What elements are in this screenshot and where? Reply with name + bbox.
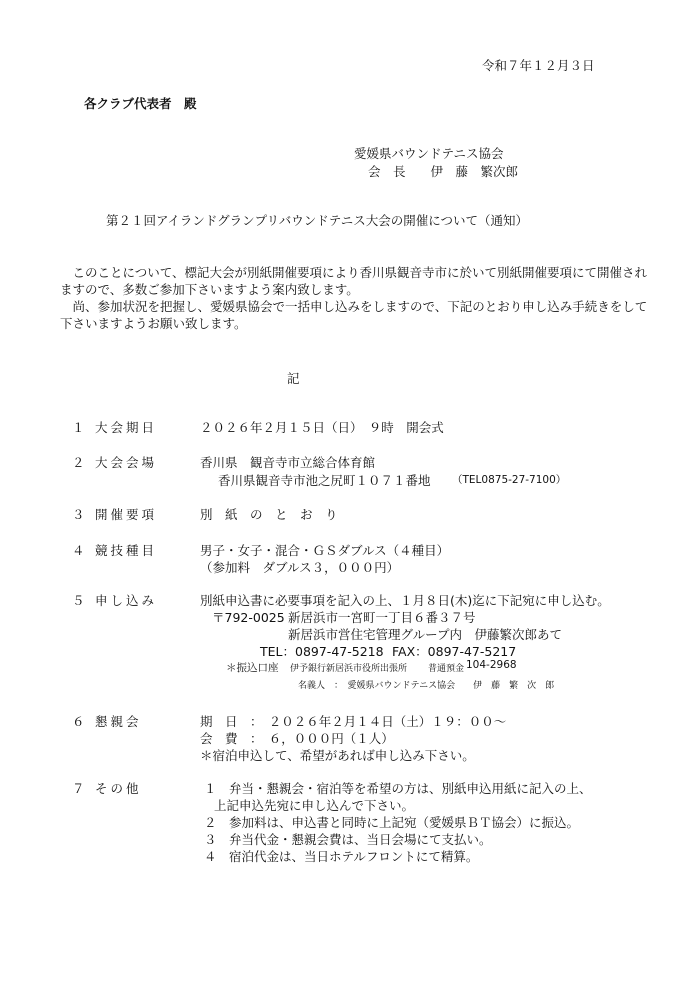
ki-heading: 記 <box>287 371 300 386</box>
item-label: 申し込み <box>95 593 158 608</box>
addressee: 新居浜市営住宅管理グループ内 伊藤繁次郎あて <box>288 627 563 642</box>
transfer-account-label: ＊振込口座 <box>226 662 279 674</box>
item-number: ２ <box>72 455 85 470</box>
body-paragraph-1: このことについて、標記大会が別紙開催要項により香川県観音寺市に於いて別紙開催要項にて開催されますので、多数ご参加下さいますよう案内致します。 <box>60 265 648 297</box>
event-categories: 男子・女子・混合・ＧＳダブルス（４種目） <box>200 543 450 558</box>
account-holder: 名義人 ： 愛媛県バウンドテニス協会 伊 藤 繁 次 郎 <box>298 681 555 691</box>
document-title: 第２１回アイランドグランプリバウンドテニス大会の開催について（通知） <box>106 213 529 228</box>
mailing-address: 新居浜市一宮町一丁目６番３７号 <box>288 610 476 625</box>
item-number: ５ <box>72 593 85 608</box>
item-label: 競技種目 <box>95 543 158 558</box>
item-value: ２０２６年２月１５日（日） ９時 開会式 <box>200 420 444 435</box>
party-date: 期 日 ： ２０２６年２月１４日（土）１９：００～ <box>200 714 507 729</box>
bank-branch: 伊予銀行新居浜市役所出張所 <box>290 664 408 674</box>
note-3: ３ 弁当代金・懇親会費は、当日会場にて支払い。 <box>204 832 492 847</box>
item-label: 大会会場 <box>95 455 158 470</box>
item-number: ３ <box>72 507 85 522</box>
party-fee: 会 費 ： ６，０００円（１人） <box>200 731 394 746</box>
item-label: 大会期日 <box>95 420 158 435</box>
application-instruction: 別紙申込書に必要事項を記入の上、１月８日(木)迄に下記宛に申し込む。 <box>200 593 610 608</box>
item-label: 懇親会 <box>95 714 142 729</box>
item-number: ４ <box>72 543 85 558</box>
recipient: 各クラブ代表者 殿 <box>84 96 197 111</box>
contact-fax: FAX：0897-47-5217 <box>392 644 517 659</box>
item-number: ６ <box>72 714 85 729</box>
account-type: 普通預金 <box>428 664 465 674</box>
party-note: ＊宿泊申込して、希望があれば申し込み下さい。 <box>200 748 475 763</box>
contact-tel: TEL：0897-47-5218 <box>260 644 384 659</box>
item-value: 別 紙 の と お り <box>200 507 338 522</box>
sender-org: 愛媛県バウンドテニス協会 <box>354 146 504 161</box>
note-1: １ 弁当・懇親会・宿泊等を希望の方は、別紙申込用紙に記入の上、 <box>204 781 592 796</box>
entry-fee: （参加料 ダブルス３，０００円） <box>200 560 400 575</box>
note-2: ２ 参加料は、申込書と同時に上記宛（愛媛県ＢＴ協会）に振込。 <box>204 815 580 830</box>
venue-name: 香川県 観音寺市立総合体育館 <box>200 455 376 470</box>
venue-tel: （TEL0875-27-7100） <box>452 474 567 486</box>
item-label: 開催要項 <box>95 507 158 522</box>
sender-name: 会 長 伊 藤 繁次郎 <box>368 164 519 179</box>
document-date: 令和７年１２月３日 <box>482 58 595 73</box>
venue-address: 香川県観音寺市池之尻町１０７１番地 <box>218 473 431 488</box>
item-number: １ <box>72 420 85 435</box>
body-paragraph-2: 尚、参加状況を把握し、愛媛県協会で一括申し込みをしますので、下記のとおり申し込み手続きをして下さいますようお願い致します。 <box>60 299 648 331</box>
note-1-continued: 上記申込先宛に申し込んで下さい。 <box>214 798 415 813</box>
account-number: 104-2968 <box>466 659 517 671</box>
postal-code: 〒792-0025 <box>212 610 285 625</box>
note-4: ４ 宿泊代金は、当日ホテルフロントにて精算。 <box>204 849 479 864</box>
item-number: ７ <box>72 781 85 796</box>
item-label: その他 <box>95 781 142 796</box>
